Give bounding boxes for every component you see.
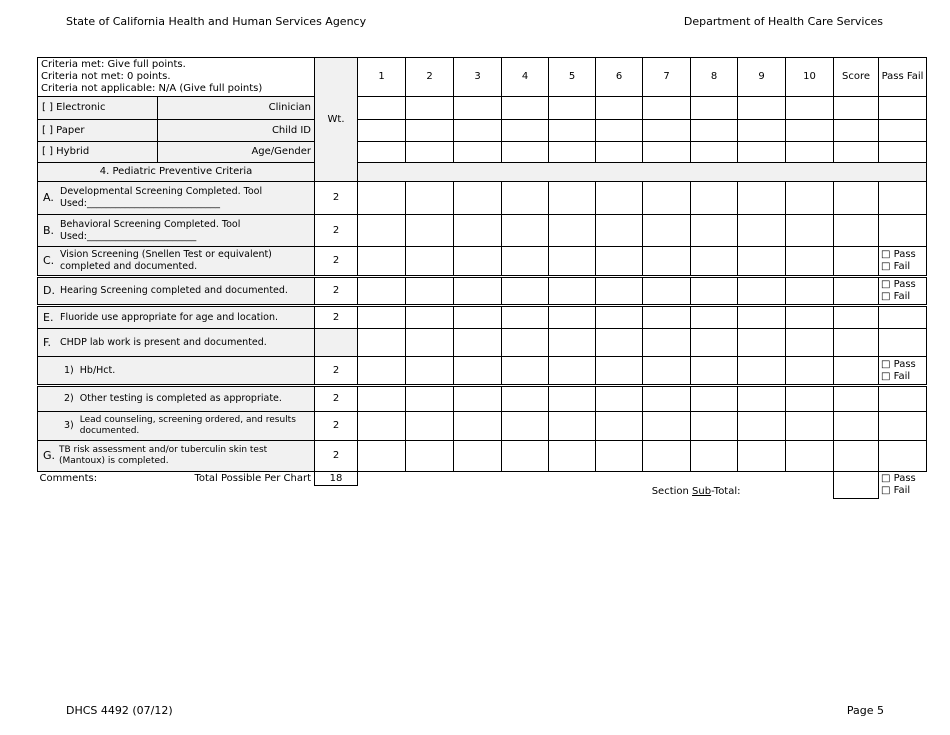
cell[interactable]	[406, 277, 454, 306]
pass-checkbox[interactable]: □ Pass	[881, 249, 916, 260]
cell[interactable]	[454, 357, 502, 386]
cell[interactable]	[454, 412, 502, 441]
cell[interactable]	[691, 247, 738, 277]
pass-fail-cell[interactable]	[879, 182, 927, 215]
cell[interactable]	[738, 97, 786, 120]
cell[interactable]	[358, 306, 406, 329]
criterion-text: Hearing Screening completed and documented.	[60, 285, 288, 296]
pass-fail-options[interactable]	[879, 247, 927, 277]
subtotal-prefix: Section	[651, 486, 693, 498]
cell[interactable]	[406, 120, 454, 142]
cell[interactable]	[596, 247, 643, 277]
total-row	[38, 472, 927, 486]
cell[interactable]	[358, 120, 406, 142]
cell[interactable]	[454, 386, 502, 412]
age-gender-row	[38, 142, 927, 163]
cell[interactable]	[596, 277, 643, 306]
weight-value: 2	[315, 215, 358, 247]
pass-fail-cell[interactable]	[879, 386, 927, 412]
cell[interactable]	[834, 120, 879, 142]
cell[interactable]	[786, 357, 834, 386]
score-cell[interactable]	[834, 247, 879, 277]
cell[interactable]	[502, 97, 549, 120]
cell[interactable]	[643, 441, 691, 472]
cell[interactable]	[691, 306, 738, 329]
chart-5-header: 5	[549, 58, 596, 97]
cell[interactable]	[643, 306, 691, 329]
cell[interactable]	[596, 306, 643, 329]
score-cell[interactable]	[834, 329, 879, 357]
cell[interactable]	[596, 329, 643, 357]
cell[interactable]	[738, 386, 786, 412]
cell[interactable]	[834, 97, 879, 120]
subtotal-score-cell[interactable]	[834, 472, 879, 499]
subtotal-underlined: Sub	[692, 486, 712, 498]
criterion-row-f2	[38, 386, 927, 412]
cell[interactable]	[879, 120, 927, 142]
criterion-text: Fluoride use appropriate for age and location.	[60, 311, 278, 323]
cell[interactable]	[786, 182, 834, 215]
cell[interactable]	[643, 182, 691, 215]
weight-value: 2	[315, 357, 358, 386]
cell[interactable]	[786, 441, 834, 472]
criterion-row-d	[38, 277, 927, 306]
criterion-label: Other testing is completed as appropriate.	[79, 393, 282, 404]
cell[interactable]	[549, 215, 596, 247]
form-id: DHCS 4492 (07/12)	[66, 704, 173, 717]
criterion-f	[38, 329, 315, 357]
chart-4-header: 4	[502, 58, 549, 97]
criterion-label: Hb/Hct.	[79, 364, 116, 376]
child-id-row	[38, 120, 927, 142]
cell[interactable]	[786, 386, 834, 412]
chart-6-header: 6	[596, 58, 643, 97]
criterion-letter: E.	[43, 310, 54, 324]
cell[interactable]	[406, 441, 454, 472]
cell[interactable]	[406, 215, 454, 247]
cell[interactable]	[738, 247, 786, 277]
criterion-row-f1	[38, 357, 927, 386]
weight-value: 2	[315, 441, 358, 472]
cell[interactable]	[786, 329, 834, 357]
cell[interactable]	[643, 277, 691, 306]
cell[interactable]	[358, 247, 406, 277]
cell[interactable]	[738, 441, 786, 472]
column-header-row	[38, 58, 927, 97]
criterion-text	[38, 415, 314, 437]
cell[interactable]	[454, 215, 502, 247]
cell[interactable]	[358, 142, 406, 163]
criterion-f3	[38, 412, 315, 441]
cell[interactable]	[738, 412, 786, 441]
cell[interactable]	[358, 182, 406, 215]
criterion-text: Vision Screening (Snellen Test or equivalent) completed and documented.	[60, 249, 272, 272]
cell[interactable]	[549, 120, 596, 142]
fail-checkbox[interactable]: □ Fail	[881, 485, 911, 497]
cell[interactable]	[454, 441, 502, 472]
cell[interactable]	[691, 329, 738, 357]
section-subtotal-label	[38, 486, 786, 499]
chart-8-header: 8	[691, 58, 738, 97]
cell[interactable]	[738, 215, 786, 247]
comments-label: Comments:	[39, 472, 98, 484]
cell[interactable]	[643, 142, 691, 163]
score-cell[interactable]	[834, 306, 879, 329]
cell[interactable]	[596, 182, 643, 215]
score-cell[interactable]	[834, 182, 879, 215]
criterion-row-g	[38, 441, 927, 472]
cell[interactable]	[691, 357, 738, 386]
criterion-row-f3	[38, 412, 927, 441]
cell[interactable]	[879, 97, 927, 120]
cell[interactable]	[596, 386, 643, 412]
score-cell[interactable]	[834, 215, 879, 247]
chart-2-header: 2	[406, 58, 454, 97]
cell[interactable]	[502, 277, 549, 306]
total-possible-label: Total Possible Per Chart	[194, 472, 312, 484]
cell[interactable]	[786, 306, 834, 329]
cell[interactable]	[454, 247, 502, 277]
cell[interactable]	[502, 386, 549, 412]
cell[interactable]	[549, 182, 596, 215]
cell[interactable]	[406, 329, 454, 357]
cell[interactable]	[738, 182, 786, 215]
criterion-b	[38, 215, 315, 247]
cell[interactable]	[643, 329, 691, 357]
cell[interactable]	[358, 412, 406, 441]
cell[interactable]	[786, 277, 834, 306]
cell[interactable]	[406, 97, 454, 120]
pass-fail-cell[interactable]	[879, 412, 927, 441]
criterion-letter: C.	[43, 254, 55, 267]
cell[interactable]	[406, 412, 454, 441]
fail-checkbox[interactable]: □ Fail	[881, 261, 911, 272]
cell[interactable]	[738, 329, 786, 357]
criterion-row-e	[38, 306, 927, 329]
cell[interactable]	[549, 386, 596, 412]
cell[interactable]	[596, 142, 643, 163]
criterion-c	[38, 247, 315, 277]
clinician-label: Clinician	[158, 97, 315, 120]
criterion-letter: D.	[43, 284, 55, 297]
criterion-letter: B.	[43, 223, 55, 237]
electronic-checkbox[interactable]: [ ] Electronic	[38, 97, 158, 120]
criterion-row-f	[38, 329, 927, 357]
cell[interactable]	[454, 306, 502, 329]
cell[interactable]	[643, 215, 691, 247]
cell[interactable]	[549, 277, 596, 306]
cell[interactable]	[358, 277, 406, 306]
cell[interactable]	[643, 120, 691, 142]
cell[interactable]	[643, 247, 691, 277]
pass-fail-header: Pass Fail	[879, 58, 927, 97]
total-possible-value: 18	[315, 472, 358, 486]
criterion-number: 2)	[64, 393, 74, 404]
age-gender-label: Age/Gender	[158, 142, 315, 163]
paper-checkbox[interactable]: [ ] Paper	[38, 120, 158, 142]
pediatric-criteria-table	[37, 57, 927, 499]
cell[interactable]	[502, 247, 549, 277]
pass-fail-cell[interactable]	[879, 215, 927, 247]
cell[interactable]	[786, 412, 834, 441]
cell[interactable]	[691, 441, 738, 472]
cell[interactable]	[454, 120, 502, 142]
legend-not-met: Criteria not met: 0 points.	[41, 71, 171, 82]
pass-checkbox[interactable]: □ Pass	[881, 279, 916, 290]
cell[interactable]	[549, 142, 596, 163]
criterion-d	[38, 277, 315, 306]
chart-10-header: 10	[786, 58, 834, 97]
cell[interactable]	[738, 120, 786, 142]
criterion-text: CHDP lab work is present and documented.	[60, 336, 267, 348]
chart-3-header: 3	[454, 58, 502, 97]
weight-value: 2	[315, 247, 358, 277]
hybrid-checkbox[interactable]: [ ] Hybrid	[38, 142, 158, 163]
cell[interactable]	[738, 277, 786, 306]
cell[interactable]	[406, 182, 454, 215]
criterion-row-a	[38, 182, 927, 215]
criterion-text: TB risk assessment and/or tuberculin skin test (Mantoux) is completed.	[59, 445, 268, 466]
cell[interactable]	[786, 142, 834, 163]
cell[interactable]	[358, 357, 406, 386]
criterion-f2	[38, 386, 315, 412]
pass-fail-cell[interactable]	[879, 329, 927, 357]
criterion-label: Lead counseling, screening ordered, and results documented.	[79, 415, 296, 436]
cell[interactable]	[502, 357, 549, 386]
cell[interactable]	[406, 142, 454, 163]
cell[interactable]	[502, 142, 549, 163]
cell[interactable]	[454, 277, 502, 306]
score-cell[interactable]	[834, 441, 879, 472]
cell[interactable]	[358, 97, 406, 120]
pass-fail-options[interactable]	[879, 357, 927, 386]
subtotal-suffix: -Total:	[711, 486, 741, 498]
cell[interactable]	[406, 357, 454, 386]
cell[interactable]	[643, 412, 691, 441]
weight-header: Wt.	[315, 58, 358, 182]
cell[interactable]	[502, 306, 549, 329]
cell[interactable]	[691, 215, 738, 247]
cell[interactable]	[549, 97, 596, 120]
cell[interactable]	[596, 441, 643, 472]
cell[interactable]	[691, 386, 738, 412]
chart-1-header: 1	[358, 58, 406, 97]
subtotal-pass-fail[interactable]	[879, 472, 927, 499]
weight-value: 2	[315, 182, 358, 215]
cell[interactable]	[691, 120, 738, 142]
section-title: 4. Pediatric Preventive Criteria	[38, 163, 315, 182]
criterion-number: 3)	[64, 420, 74, 431]
criterion-e	[38, 306, 315, 329]
weight-value: 2	[315, 386, 358, 412]
score-cell[interactable]	[834, 412, 879, 441]
chart-7-header: 7	[643, 58, 691, 97]
criterion-text: Developmental Screening Completed. Tool Used:____________________________	[60, 186, 263, 209]
criterion-row-c	[38, 247, 927, 277]
score-cell[interactable]	[834, 357, 879, 386]
criterion-letter: G.	[43, 449, 56, 462]
criterion-row-b	[38, 215, 927, 247]
legend-met: Criteria met: Give full points.	[41, 59, 186, 70]
cell[interactable]	[406, 306, 454, 329]
pass-checkbox[interactable]: □ Pass	[881, 358, 916, 370]
pass-fail-options[interactable]	[879, 277, 927, 306]
cell[interactable]	[596, 412, 643, 441]
criterion-number: 1)	[64, 364, 74, 376]
cell[interactable]	[691, 277, 738, 306]
cell[interactable]	[406, 247, 454, 277]
cell[interactable]	[691, 97, 738, 120]
cell[interactable]	[502, 412, 549, 441]
cell[interactable]	[596, 357, 643, 386]
cell[interactable]	[643, 97, 691, 120]
cell[interactable]	[358, 329, 406, 357]
child-id-label: Child ID	[158, 120, 315, 142]
criterion-letter: A.	[43, 191, 54, 204]
cell[interactable]	[549, 329, 596, 357]
department-name: Department of Health Care Services	[683, 15, 883, 28]
scoring-legend	[38, 58, 315, 97]
pass-fail-cell[interactable]	[879, 441, 927, 472]
cell[interactable]	[596, 120, 643, 142]
agency-name: State of California Health and Human Services Agency	[66, 15, 367, 28]
cell[interactable]	[358, 386, 406, 412]
weight-value: 2	[315, 412, 358, 441]
weight-value	[315, 329, 358, 357]
cell[interactable]	[502, 182, 549, 215]
page-number: Page 5	[846, 704, 884, 717]
cell[interactable]	[549, 412, 596, 441]
cell[interactable]	[358, 215, 406, 247]
cell[interactable]	[596, 215, 643, 247]
score-header: Score	[834, 58, 879, 97]
cell[interactable]	[502, 441, 549, 472]
section-title-row	[38, 163, 927, 182]
cell[interactable]	[834, 142, 879, 163]
criterion-letter: F.	[43, 335, 52, 349]
cell[interactable]	[643, 357, 691, 386]
cell[interactable]	[358, 441, 406, 472]
cell[interactable]	[738, 142, 786, 163]
criterion-g	[38, 441, 315, 472]
spacer	[786, 472, 834, 499]
score-cell[interactable]	[834, 386, 879, 412]
cell[interactable]	[549, 357, 596, 386]
cell[interactable]	[691, 182, 738, 215]
spacer	[358, 472, 786, 486]
cell[interactable]	[786, 247, 834, 277]
cell[interactable]	[691, 142, 738, 163]
cell[interactable]	[596, 97, 643, 120]
cell[interactable]	[786, 120, 834, 142]
cell[interactable]	[549, 306, 596, 329]
cell[interactable]	[454, 182, 502, 215]
criterion-text: Behavioral Screening Completed. Tool Used:_______________________	[60, 218, 241, 242]
cell[interactable]	[738, 306, 786, 329]
cell[interactable]	[879, 142, 927, 163]
criterion-text	[38, 393, 314, 405]
cell[interactable]	[454, 97, 502, 120]
cell[interactable]	[549, 247, 596, 277]
fail-checkbox[interactable]: □ Fail	[881, 370, 911, 382]
cell[interactable]	[786, 97, 834, 120]
cell[interactable]	[786, 215, 834, 247]
legend-not-applicable: Criteria not applicable: N/A (Give full points)	[41, 83, 263, 94]
cell[interactable]	[549, 441, 596, 472]
chart-9-header: 9	[738, 58, 786, 97]
score-cell[interactable]	[834, 277, 879, 306]
clinician-row	[38, 97, 927, 120]
cell[interactable]	[406, 386, 454, 412]
criterion-a	[38, 182, 315, 215]
fail-checkbox[interactable]: □ Fail	[881, 291, 911, 302]
criterion-text	[38, 365, 314, 377]
shaded-band	[358, 163, 927, 182]
cell[interactable]	[454, 329, 502, 357]
cell[interactable]	[502, 215, 549, 247]
weight-value: 2	[315, 277, 358, 306]
pass-checkbox[interactable]: □ Pass	[881, 473, 916, 485]
cell[interactable]	[502, 120, 549, 142]
cell[interactable]	[738, 357, 786, 386]
criterion-f1	[38, 357, 315, 386]
cell[interactable]	[502, 329, 549, 357]
pass-fail-cell[interactable]	[879, 306, 927, 329]
cell[interactable]	[643, 386, 691, 412]
cell[interactable]	[454, 142, 502, 163]
weight-value: 2	[315, 306, 358, 329]
cell[interactable]	[691, 412, 738, 441]
